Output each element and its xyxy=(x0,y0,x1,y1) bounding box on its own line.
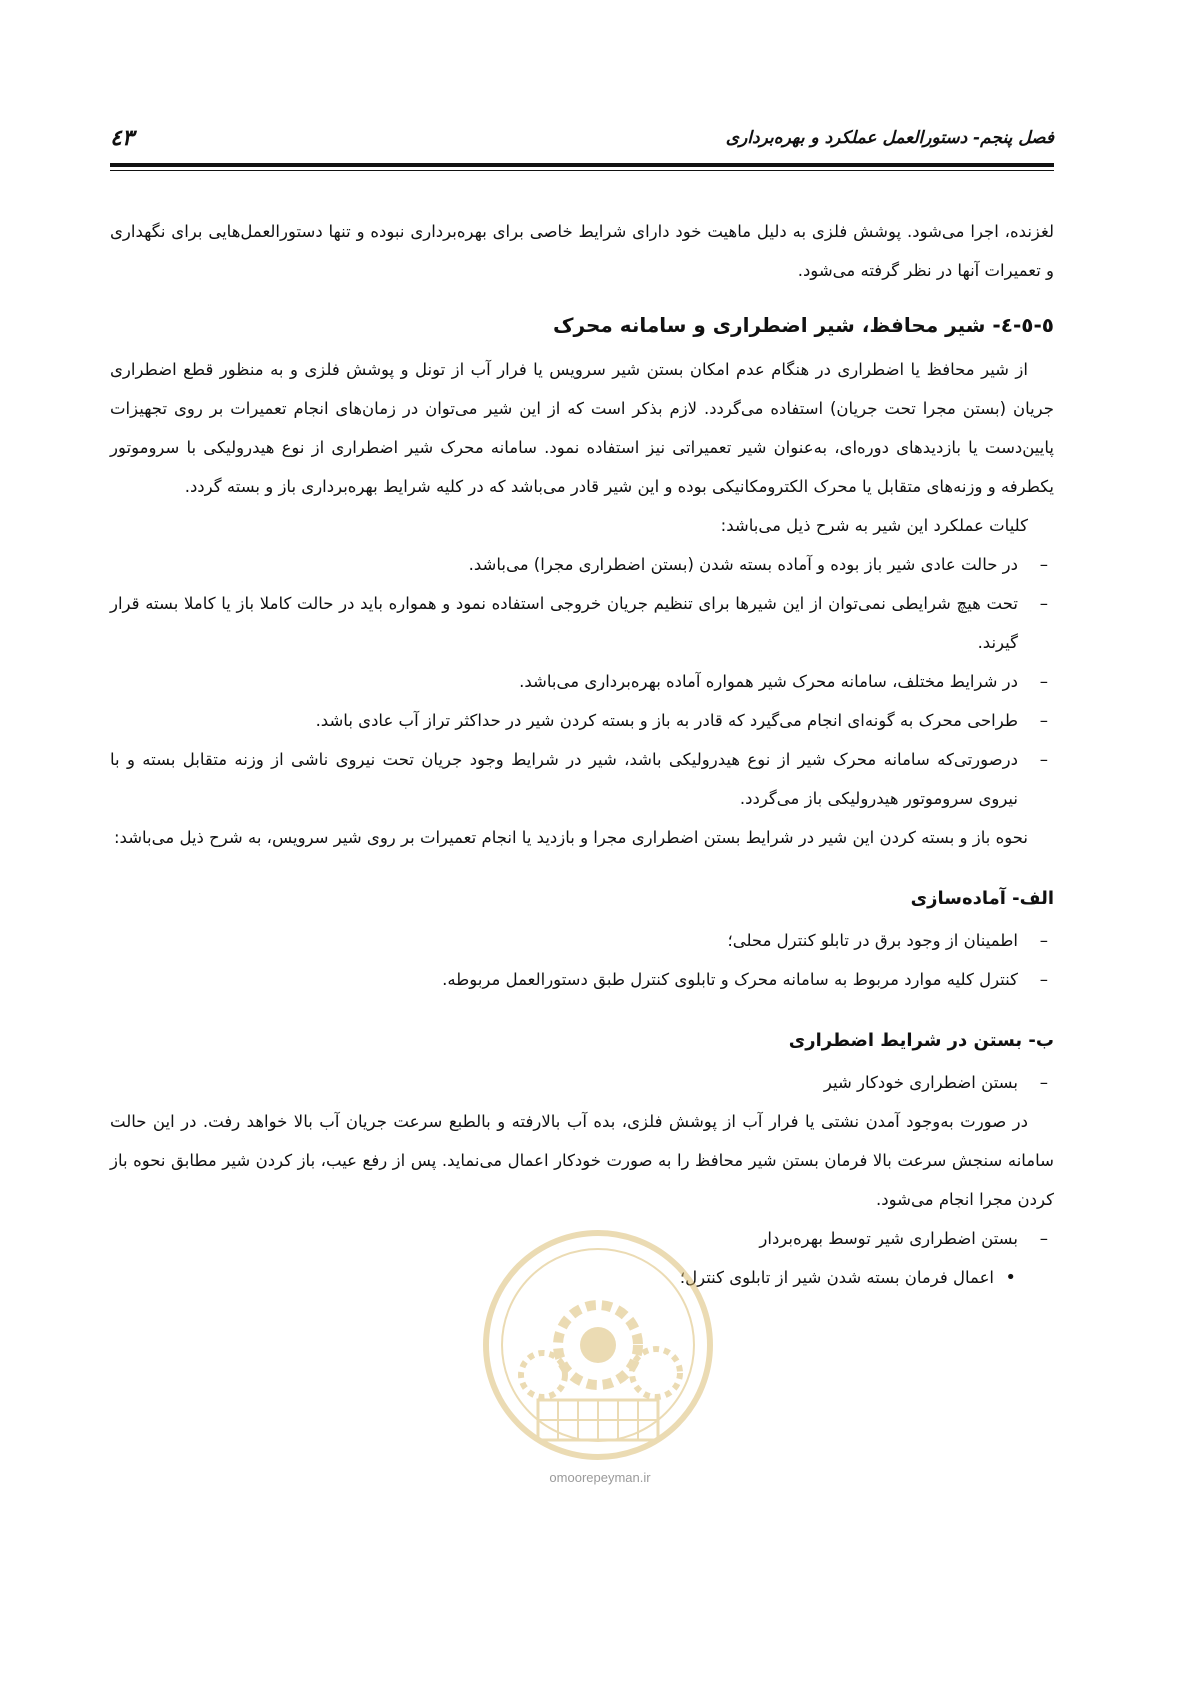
function-list xyxy=(110,545,1054,818)
bullet-item: • اعمال فرمان بسته شدن شیر از تابلوی کنترل؛ xyxy=(110,1258,994,1297)
list-item: – طراحی محرک به گونه‌ای انجام می‌گیرد که قادر به باز و بسته کردن شیر در حداکثر تراز آب عادی باشد. xyxy=(110,701,1018,740)
list-item: – در شرایط مختلف، سامانه محرک شیر همواره آماده بهره‌برداری می‌باشد. xyxy=(110,662,1018,701)
page-content xyxy=(110,212,1054,1297)
part-b-paragraph: در صورت به‌وجود آمدن نشتی یا فرار آب از پوشش فلزی، بده آب بالارفته و بالطبع سرعت جریان آب بالا خواهد رفت. در این حالت سامانه سنجش سرعت بالا فرمان بستن شیر محافظ را به صورت خودکار اعمال می‌نماید. پس از رفع عیب، باز کردن شیر مطابق نحوه باز کردن مجرا انجام می‌شود. xyxy=(110,1112,1054,1209)
list-item: – بستن اضطراری شیر توسط بهره‌بردار xyxy=(110,1219,1018,1258)
list-item: – کنترل کلیه موارد مربوط به سامانه محرک و تابلوی کنترل طبق دستورالعمل مربوطه. xyxy=(110,960,1018,999)
list-item: – بستن اضطراری خودکار شیر xyxy=(110,1063,1018,1102)
header-rule-thick xyxy=(110,163,1054,167)
list-item: – تحت هیچ شرایطی نمی‌توان از این شیرها برای تنظیم جریان خروجی استفاده نمود و همواره باید در حالت کاملا باز یا کاملا بسته قرار گیرند. xyxy=(110,584,1018,662)
watermark-text: omoorepeyman.ir xyxy=(549,1470,651,1485)
section-heading: ٥-٥-٤- شیر محافظ، شیر اضطراری و سامانه محرک xyxy=(553,313,1054,337)
part-b-bullet-list xyxy=(110,1258,1054,1297)
page-header xyxy=(110,128,1054,158)
page-number: ٤٣ xyxy=(110,126,134,151)
intro-paragraph: لغزنده، اجرا می‌شود. پوشش فلزی به دلیل ماهیت خود دارای شرایط خاصی برای بهره‌برداری نبوده و تنها دستورالعمل‌هایی برای نگهداری و تعمیرات آنها در نظر گرفته می‌شود. xyxy=(110,222,1054,280)
section-paragraph-1: از شیر محافظ یا اضطراری در هنگام عدم امکان بستن شیر سرویس یا فرار آب از تونل و پوشش فلزی و به منظور قطع اضطراری جریان (بستن مجرا تحت جریان) استفاده می‌گردد. لازم بذکر است که از این شیر می‌توان در زمان‌های انجام تعمیرات بر روی تجهیزات پایین‌دست یا بازدیدهای دوره‌ای، به‌عنوان شیر تعمیراتی نیز استفاده نمود. سامانه محرک شیر اضطراری از نوع هیدرولیکی با سروموتور یکطرفه و وزنه‌های متقابل یا محرک الکترومکانیکی بوده و این شیر قادر می‌باشد که در کلیه شرایط بهره‌برداری باز و بسته گردد. xyxy=(110,360,1054,496)
part-a-heading: الف- آماده‌سازی xyxy=(910,888,1054,909)
list-item: – اطمینان از وجود برق در تابلو کنترل محلی؛ xyxy=(110,921,1018,960)
header-rule-thin xyxy=(110,170,1054,171)
part-b-heading: ب- بستن در شرایط اضطراری xyxy=(788,1030,1054,1051)
general-line: کلیات عملکرد این شیر به شرح ذیل می‌باشد: xyxy=(720,516,1028,535)
section-paragraph-2: نحوه باز و بسته کردن این شیر در شرایط بستن اضطراری مجرا و بازدید یا انجام تعمیرات بر روی شیر سرویس، به شرح ذیل می‌باشد: xyxy=(113,828,1028,847)
part-a-list xyxy=(110,921,1054,999)
list-item: – در حالت عادی شیر باز بوده و آماده بسته شدن (بستن اضطراری مجرا) می‌باشد. xyxy=(110,545,1018,584)
chapter-title: فصل پنجم- دستورالعمل عملکرد و بهره‌برداری xyxy=(725,128,1054,148)
part-b-list-1 xyxy=(110,1063,1054,1102)
list-item: – درصورتی‌که سامانه محرک شیر از نوع هیدرولیکی باشد، شیر در شرایط وجود جریان تحت نیروی ناشی از وزنه متقابل بسته و با نیروی سروموتور هیدرولیکی باز می‌گردد. xyxy=(110,740,1018,818)
part-b-list-2 xyxy=(110,1219,1054,1258)
